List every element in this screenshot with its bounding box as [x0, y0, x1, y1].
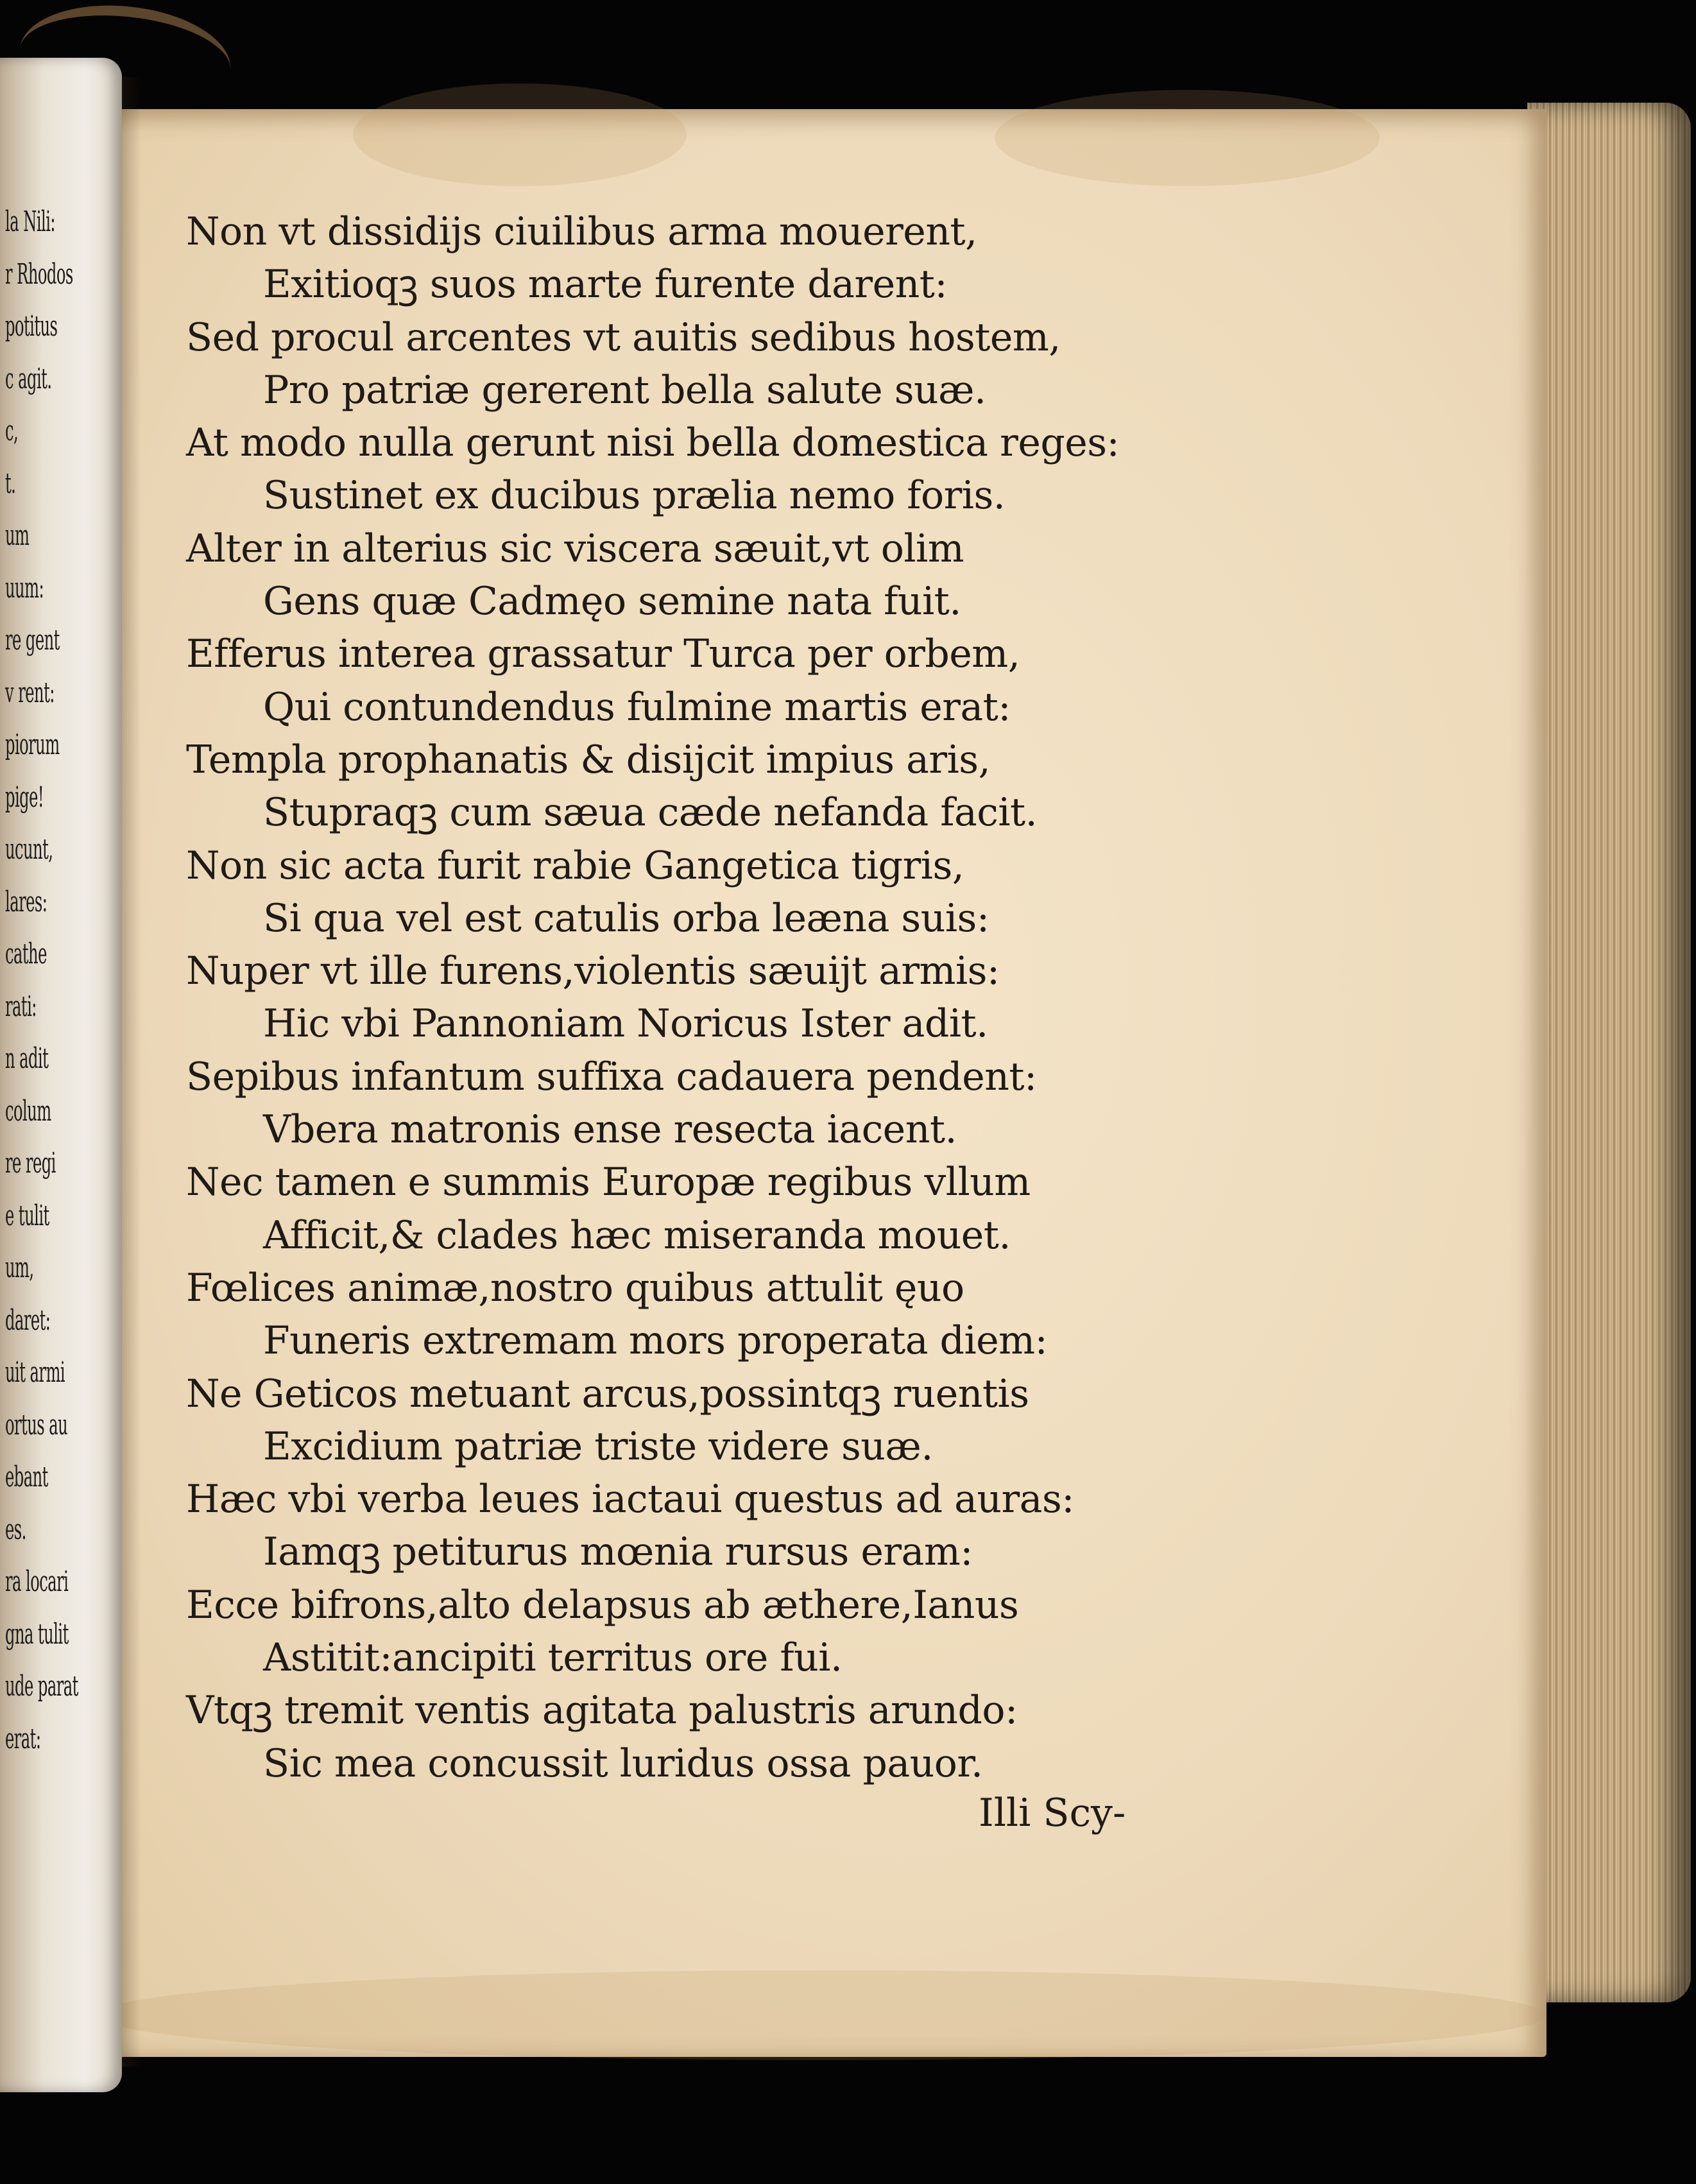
left-page-fragment: ebant [5, 1461, 48, 1493]
left-page-fragment: ortus au [5, 1408, 68, 1441]
left-page-fragment: erat: [5, 1722, 41, 1755]
verse-line: Hic vbi Pannoniam Noricus Ister adit. [263, 1001, 988, 1047]
verse-line: Astitit:ancipiti territus ore fui. [263, 1635, 843, 1681]
verse-line: Sustinet ex ducibus prælia nemo foris. [263, 473, 1006, 519]
verse-line: Sed procul arcentes vt auitis sedibus hostem, [186, 314, 1061, 360]
left-page-fragment: re regi [5, 1147, 56, 1180]
left-page-fragment: gna tulit [5, 1617, 69, 1651]
catchword: Illi Scy- [979, 1791, 1126, 1836]
paper-stain [96, 1970, 1546, 2060]
verse-line: Exitioqꝫ suos marte furente darent: [263, 262, 948, 307]
left-page-fragment: ucunt, [5, 833, 53, 866]
verse-line: Funeris extremam mors properata diem: [263, 1318, 1048, 1364]
verse-line: Vtqꝫ tremit ventis agitata palustris arundo: [186, 1688, 1018, 1733]
left-page-fragment: es. [5, 1513, 26, 1546]
left-page-fragment: cathe [5, 938, 47, 970]
left-page-edge [0, 58, 122, 2092]
verse-line: Ecce bifrons,alto delapsus ab æthere,Ianus [186, 1582, 1019, 1628]
verse-line: Alter in alterius sic viscera sæuit,vt olim [186, 526, 964, 571]
left-page-fragment: ra locari [5, 1565, 69, 1598]
left-page-fragment: v rent: [5, 676, 55, 709]
paper-stain [353, 83, 687, 186]
left-page-fragment: c, [5, 415, 19, 447]
left-page-fragment: pige! [5, 780, 44, 814]
verse-line: Sepibus infantum suffixa cadauera pendent: [186, 1054, 1037, 1099]
left-page-fragment: piorum [5, 728, 60, 761]
verse-line: Afficit,& clades hæc miseranda mouet. [263, 1212, 1011, 1258]
left-page-fragment: daret: [5, 1303, 51, 1337]
verse-line: Ne Geticos metuant arcus,possintqꝫ ruentis [186, 1371, 1029, 1416]
left-page-fragment: potitus [5, 310, 58, 343]
verse-line: Sic mea concussit luridus ossa pauor. [263, 1741, 983, 1786]
verse-line: Efferus interea grassatur Turca per orbem, [186, 632, 1020, 677]
verse-line: Hæc vbi verba leues iactaui questus ad auras: [186, 1477, 1074, 1522]
left-page-fragment: la Nili: [5, 205, 56, 238]
verse-line: Stupraqꝫ cum sæua cæde nefanda facit. [263, 790, 1038, 836]
left-page-fragment: t. [5, 467, 16, 500]
verse-line: At modo nulla gerunt nisi bella domestica reges: [186, 420, 1120, 466]
verse-line: Fœlices animæ,nostro quibus attulit ęuo [186, 1265, 964, 1311]
verse-line: Non vt dissidijs ciuilibus arma mouerent, [186, 209, 977, 254]
left-page-fragment: lares: [5, 885, 47, 918]
verse-line: Gens quæ Cadmęo semine nata fuit. [263, 579, 961, 624]
verse-text [186, 205, 1200, 1790]
left-page-fragment: re gent [5, 624, 60, 657]
left-page-fragment: uum: [5, 571, 44, 605]
paper-stain [995, 90, 1380, 186]
verse-line: Nuper vt ille furens,violentis sæuijt armis: [186, 949, 1000, 994]
verse-line: Si qua vel est catulis orba leæna suis: [263, 895, 989, 941]
left-page-fragment: c agit. [5, 362, 52, 395]
left-page-fragment: e tulit [5, 1199, 49, 1232]
left-page-fragment: r Rhodos [5, 257, 73, 291]
book-fore-edge [1527, 103, 1691, 2002]
left-page-fragment: ude parat [5, 1670, 78, 1703]
left-page-fragment: n adit [5, 1042, 49, 1075]
verse-line: Iamqꝫ petiturus mœnia rursus eram: [263, 1529, 973, 1575]
left-page-fragment: um [5, 519, 30, 552]
verse-line: Excidium patriæ triste videre suæ. [263, 1423, 933, 1469]
left-page-fragment: rati: [5, 990, 37, 1023]
left-page-fragment: uit armi [5, 1356, 65, 1389]
left-page-fragment: um, [5, 1251, 34, 1284]
verse-line: Pro patriæ gererent bella salute suæ. [263, 367, 986, 413]
verse-line: Nec tamen e summis Europæ regibus vllum [186, 1160, 1031, 1205]
verse-line: Non sic acta furit rabie Gangetica tigris, [186, 843, 964, 888]
verse-line: Qui contundendus fulmine martis erat: [263, 684, 1011, 730]
left-page-fragment: colum [5, 1094, 51, 1128]
verse-line: Vbera matronis ense resecta iacent. [263, 1107, 957, 1153]
verse-line: Templa prophanatis & disijcit impius aris, [186, 737, 991, 782]
